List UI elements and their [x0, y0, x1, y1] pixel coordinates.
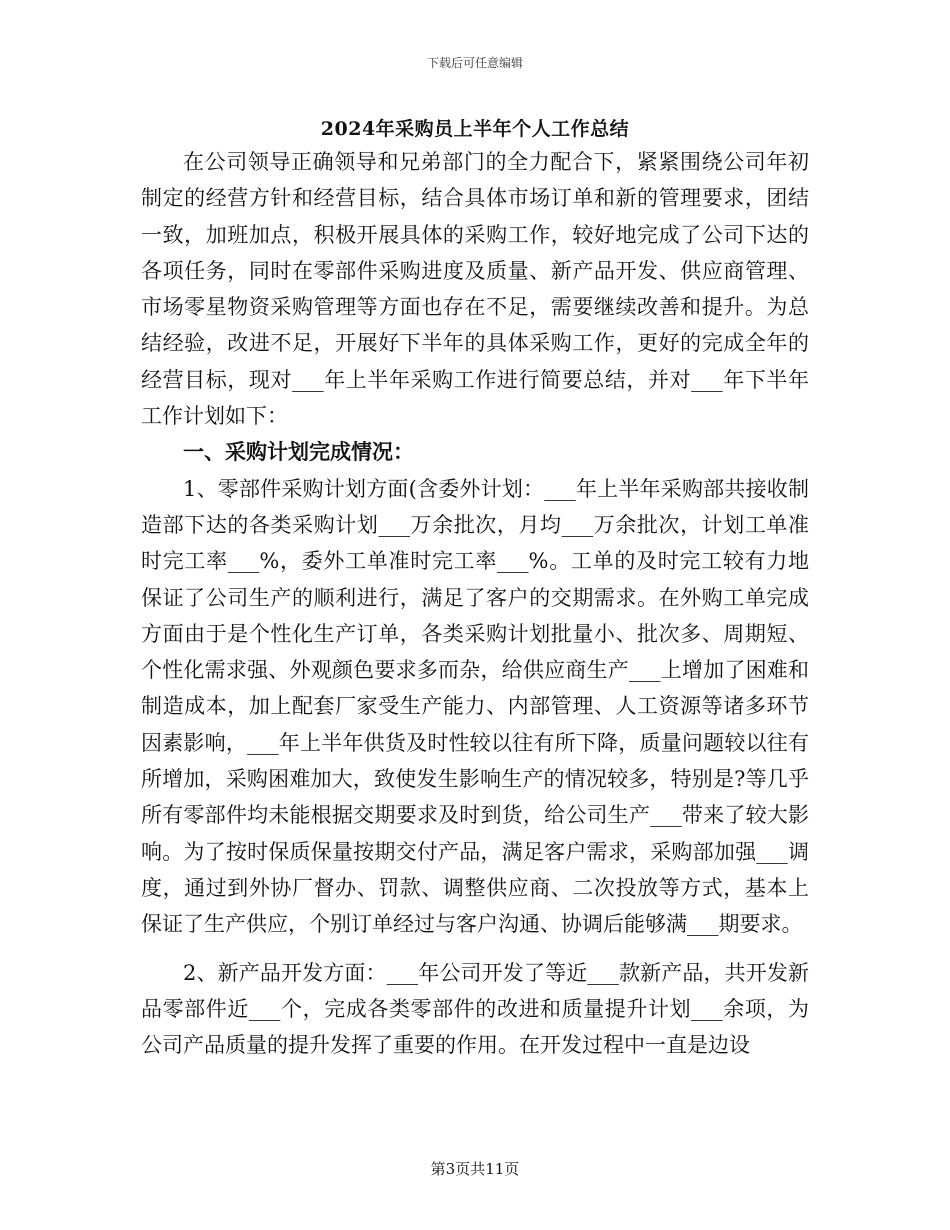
intro-paragraph: 在公司领导正确领导和兄弟部门的全力配合下，紧紧围绕公司年初制定的经营方针和经营目标，结合具体市场订单和新的管理要求，团结一致，加班加点，积极开展具体的采购工作，较好地完成了公司下达的各项任务，同时在零部件采购进度及质量、新产品开发、供应商管理、市场零星物资采购管理等方面也存在不足，需要继续改善和提升。为总结经验，改进不足，开展好下半年的具体采购工作，更好的完成全年的经营目标，现对___年上半年采购工作进行简要总结，并对___年下半年工作计划如下： — [141, 150, 809, 429]
page-number: 第3页共11页 — [430, 1160, 520, 1178]
document-title: 2024年采购员上半年个人工作总结 — [320, 118, 630, 140]
section-heading: 一、采购计划完成情况： — [183, 439, 414, 465]
new-product-paragraph: 2、新产品开发方面：___年公司开发了等近___款新产品，共开发新品零部件近___个，完成各类零部件的改进和质量提升计划___余项，为公司产品质量的提升发挥了重要的作用。在开发过程中一直是边设 — [141, 960, 809, 1058]
procurement-plan-paragraph: 1、零部件采购计划方面(含委外计划：___年上半年采购部共接收制造部下达的各类采购计划___万余批次，月均___万余批次，计划工单准时完工率___%，委外工单准时完工率___%。工单的及时完工较有力地保证了公司生产的顺利进行，满足了客户的交期需求。在外购工单完成方面由于是个性化生产订单，各类采购计划批量小、批次多、周期短、个性化需求强、外观颜色要求多而杂，给供应商生产___上增加了困难和制造成本，加上配套厂家受生产能力、内部管理、人工资源等诸多环节因素影响，___年上半年供货及时性较以往有所下降，质量问题较以往有所增加，采购困难加大，致使发生影响生产的情况较多，特别是?等几乎所有零部件均未能根据交期要求及时到货，给公司生产___带来了较大影响。为了按时保质保量按期交付产品，满足客户需求，采购部加强___调度，通过到外协厂督办、罚款、调整供应商、二次投放等方式，基本上保证了生产供应，个别订单经过与客户沟通、协调后能够满___期要求。 — [141, 476, 809, 937]
page-header-note: 下载后可任意编辑 — [426, 56, 523, 70]
document-body — [141, 144, 809, 1063]
